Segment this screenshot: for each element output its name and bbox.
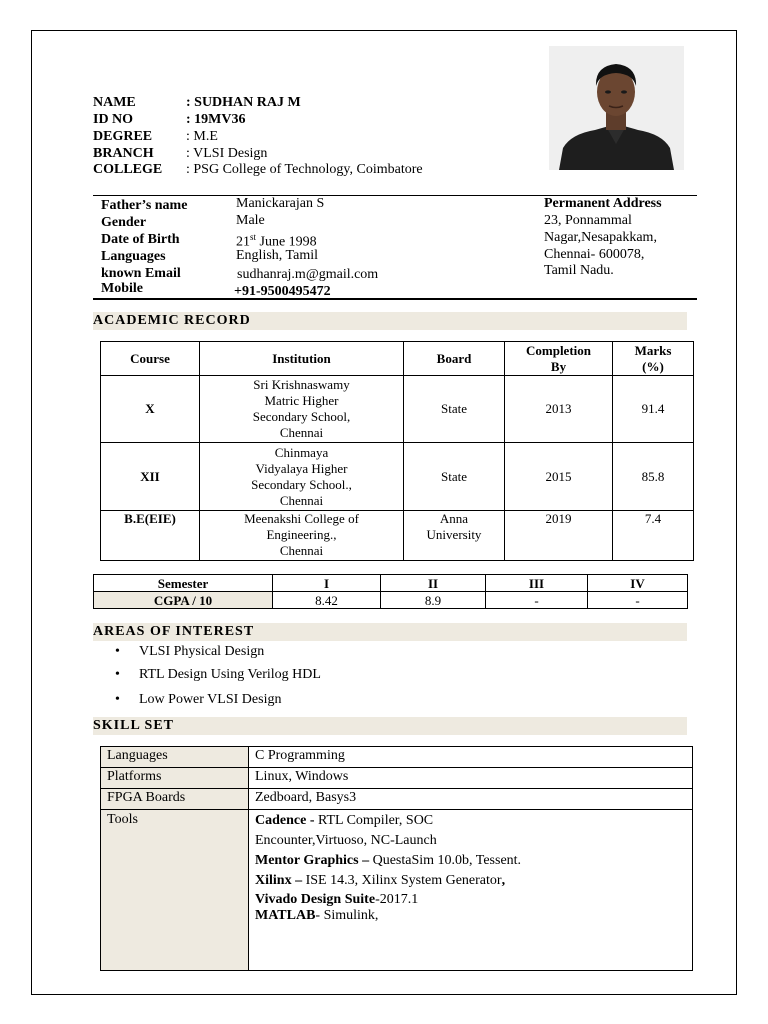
address-title: Permanent Address <box>544 196 662 211</box>
dob-rest: June 1998 <box>256 234 317 250</box>
skills-table <box>100 746 693 971</box>
gender-label: Gender <box>101 215 147 230</box>
skill-label: Platforms <box>101 768 249 789</box>
semester-label: Semester <box>94 575 273 592</box>
cgpa-table <box>93 574 688 609</box>
semester-cell: I <box>273 575 381 592</box>
branch-value: : VLSI Design <box>186 146 268 161</box>
interests-section-header <box>93 623 687 641</box>
father-label: Father’s name <box>101 198 188 213</box>
board-cell: State <box>404 443 505 511</box>
father-value: Manickarajan S <box>236 196 325 211</box>
degree-value: : M.E <box>186 129 218 144</box>
skill-value: Zedboard, Basys3 <box>249 789 693 810</box>
academic-section-header <box>93 312 687 330</box>
semester-cell: IV <box>588 575 688 592</box>
bullet-icon: • <box>115 644 120 659</box>
table-row <box>101 443 694 511</box>
college-label: COLLEGE <box>93 162 163 177</box>
tools-value: Cadence - RTL Compiler, SOC Encounter,Virtuoso, NC-Launch Mentor Graphics – QuestaSim 10.0b, Tessent. Xilinx – ISE 14.3, Xilinx System Generator, Vivado Design Suite-2017.1 MATLAB- Simulink, <box>249 810 693 971</box>
year-cell: 2015 <box>505 443 613 511</box>
name-label: NAME <box>93 95 136 110</box>
table-row <box>101 511 694 561</box>
languages-value: English, Tamil <box>236 248 318 263</box>
table-row <box>101 747 693 768</box>
table-row <box>101 789 693 810</box>
gender-value: Male <box>236 213 265 228</box>
col-marks: Marks (%) <box>613 342 694 376</box>
name-value: : SUDHAN RAJ M <box>186 95 301 110</box>
table-row <box>101 768 693 789</box>
bullet-icon: • <box>115 667 120 682</box>
cgpa-label: CGPA / 10 <box>94 592 273 609</box>
interests-section-title: AREAS OF INTEREST <box>93 624 255 639</box>
semester-row <box>94 575 688 592</box>
institution-cell: Meenakshi College of Engineering., Chennai <box>200 511 404 561</box>
dob-label: Date of Birth <box>101 232 180 247</box>
col-institution: Institution <box>200 342 404 376</box>
cgpa-cell: 8.42 <box>273 592 381 609</box>
year-cell: 2019 <box>505 511 613 561</box>
skills-section-title: SKILL SET <box>93 718 174 733</box>
institution-cell: Sri Krishnaswamy Matric Higher Secondary School, Chennai <box>200 376 404 443</box>
marks-cell: 7.4 <box>613 511 694 561</box>
email-label: known Email <box>101 266 181 281</box>
semester-cell: II <box>381 575 486 592</box>
address-line: Nagar,Nesapakkam, <box>544 230 657 245</box>
mobile-value: +91-9500495472 <box>234 284 331 299</box>
institution-cell: Chinmaya Vidyalaya Higher Secondary School., Chennai <box>200 443 404 511</box>
marks-cell: 91.4 <box>613 376 694 443</box>
course-cell: XII <box>101 443 200 511</box>
skill-value: Linux, Windows <box>249 768 693 789</box>
academic-section-title: ACADEMIC RECORD <box>93 313 251 328</box>
address-line: 23, Ponnammal <box>544 213 632 228</box>
academic-header-row <box>101 342 694 376</box>
mobile-label: Mobile <box>101 281 143 296</box>
id-value: : 19MV36 <box>186 112 246 127</box>
col-completion: Completion By <box>505 342 613 376</box>
col-course: Course <box>101 342 200 376</box>
skill-label: Languages <box>101 747 249 768</box>
course-cell: B.E(EIE) <box>101 511 200 561</box>
address-line: Tamil Nadu. <box>544 263 614 278</box>
dob-day: 21 <box>236 234 250 250</box>
skill-label: FPGA Boards <box>101 789 249 810</box>
address-line: Chennai- 600078, <box>544 247 645 262</box>
dob-suffix: st <box>250 232 257 242</box>
board-cell: Anna University <box>404 511 505 561</box>
college-value: : PSG College of Technology, Coimbatore <box>186 162 423 177</box>
semester-cell: III <box>486 575 588 592</box>
col-board: Board <box>404 342 505 376</box>
skill-label: Tools <box>101 810 249 971</box>
course-cell: X <box>101 376 200 443</box>
personal-bottom-rule <box>93 298 697 300</box>
skills-section-header <box>93 717 687 735</box>
cgpa-cell: - <box>588 592 688 609</box>
languages-label: Languages <box>101 249 166 264</box>
marks-cell: 85.8 <box>613 443 694 511</box>
branch-label: BRANCH <box>93 146 154 161</box>
cgpa-cell: - <box>486 592 588 609</box>
table-row <box>101 376 694 443</box>
cgpa-row <box>94 592 688 609</box>
degree-label: DEGREE <box>93 129 153 144</box>
person-photo-icon <box>549 46 684 170</box>
skill-value: C Programming <box>249 747 693 768</box>
bullet-icon: • <box>115 692 120 707</box>
cgpa-cell: 8.9 <box>381 592 486 609</box>
id-label: ID NO <box>93 112 134 127</box>
table-row <box>101 810 693 971</box>
year-cell: 2013 <box>505 376 613 443</box>
profile-photo <box>549 46 684 170</box>
board-cell: State <box>404 376 505 443</box>
email-value[interactable]: sudhanraj.m@gmail.com <box>237 267 379 282</box>
academic-table <box>100 341 694 561</box>
